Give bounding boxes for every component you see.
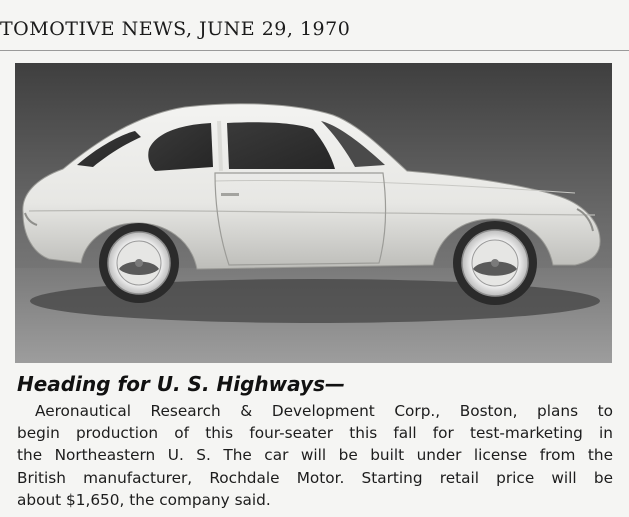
- article-line: about $1,650, the company said.: [17, 490, 271, 509]
- article-line: British manufacturer, Rochdale Motor. Starting retail price will be: [17, 468, 613, 487]
- article-headline: Heading for U. S. Highways—: [17, 372, 345, 396]
- article-body: [17, 400, 613, 511]
- article-line: begin production of this four-seater this fall for test-marketing in: [17, 424, 613, 443]
- masthead-rule: [0, 50, 629, 51]
- front-wheel: [453, 221, 537, 305]
- car-photo: [15, 63, 612, 363]
- article-line: Aeronautical Research & Development Corp., Boston, plans to: [35, 402, 613, 420]
- article-line: the Northeastern U. S. The car will be built under license from the: [17, 446, 613, 465]
- rear-wheel: [99, 223, 179, 303]
- masthead: TOMOTIVE NEWS, JUNE 29, 1970: [0, 18, 351, 40]
